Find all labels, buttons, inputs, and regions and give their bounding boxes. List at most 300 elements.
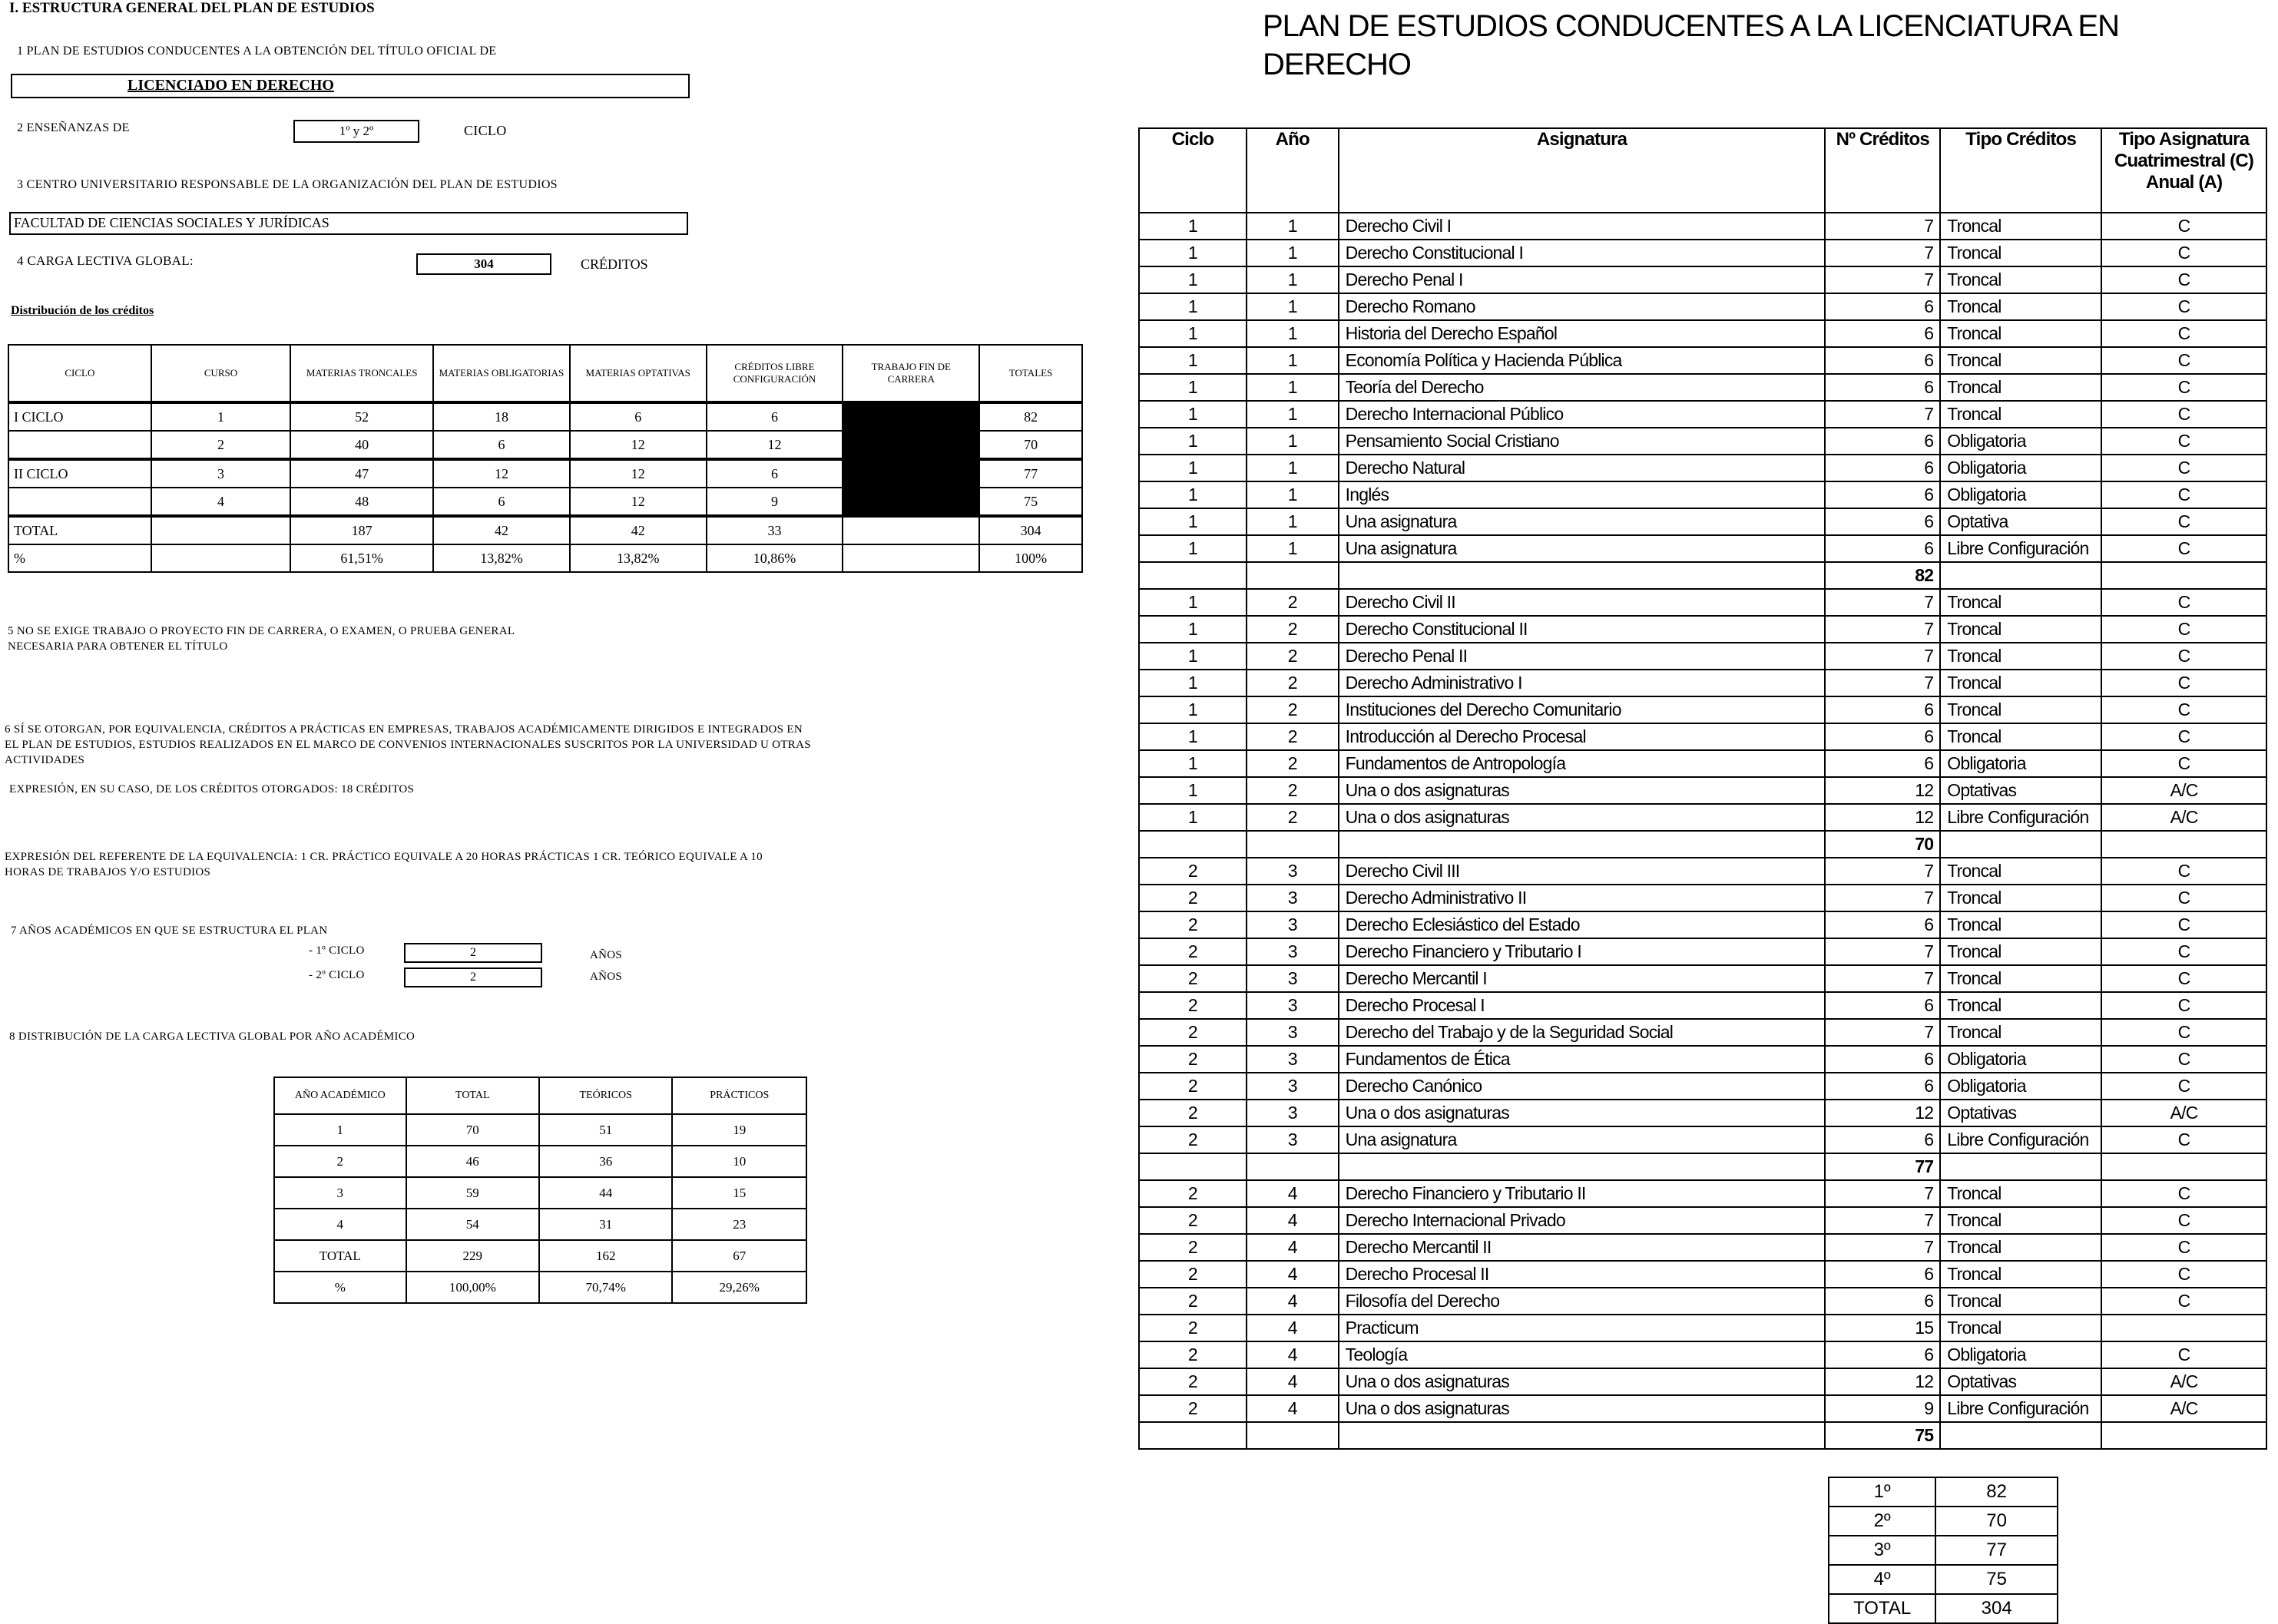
plan-cell: A/C (2101, 1395, 2266, 1422)
plan-cell: 6 (1825, 750, 1940, 777)
plan-cell: Troncal (1940, 401, 2101, 428)
plan-cell: A/C (2101, 1368, 2266, 1395)
plan-cell: 6 (1825, 535, 1940, 562)
year-row (274, 1177, 806, 1209)
year-header-cell: PRÁCTICOS (672, 1077, 806, 1114)
plan-cell: Troncal (1940, 911, 2101, 938)
summary-row (1829, 1536, 2058, 1565)
plan-cell: 2 (1247, 696, 1339, 723)
plan-cell: 2 (1139, 858, 1247, 885)
plan-cell: 3 (1247, 965, 1339, 992)
plan-cell: Obligatoria (1940, 481, 2101, 508)
item6-expression: EXPRESIÓN, EN SU CASO, DE LOS CRÉDITOS OTORGADOS: 18 CRÉDITOS (9, 783, 415, 795)
dist-cell: 10,86% (707, 544, 843, 572)
plan-cell: 6 (1825, 1073, 1940, 1100)
item7-c1-value: 2 (470, 946, 476, 959)
plan-cell: Instituciones del Derecho Comunitario (1339, 696, 1826, 723)
plan-cell: Introducción al Derecho Procesal (1339, 723, 1826, 750)
plan-cell: 6 (1825, 1288, 1940, 1315)
item7-c1-label: - 1º CICLO (309, 944, 365, 957)
plan-cell: 75 (1825, 1422, 1940, 1449)
summary-cell: 4º (1829, 1565, 1935, 1594)
plan-cell: 4 (1247, 1288, 1339, 1315)
plan-cell: 6 (1825, 508, 1940, 535)
plan-cell (1940, 831, 2101, 858)
summary-cell: 3º (1829, 1536, 1935, 1565)
plan-title-line2: DERECHO (1263, 48, 1412, 81)
plan-cell: 2 (1247, 777, 1339, 804)
plan-cell: 6 (1825, 481, 1940, 508)
plan-cell: Troncal (1940, 320, 2101, 347)
plan-cell: 1 (1247, 428, 1339, 455)
dist-cell: II CICLO (8, 459, 151, 488)
plan-cell: Fundamentos de Ética (1339, 1046, 1826, 1073)
summary-row (1829, 1477, 2058, 1507)
item2-value-box (293, 120, 419, 143)
year-cell: 59 (406, 1177, 539, 1209)
plan-cell: 1 (1139, 696, 1247, 723)
plan-cell: C (2101, 320, 2266, 347)
plan-cell (1247, 1153, 1339, 1180)
plan-cell: 4 (1247, 1261, 1339, 1288)
plan-cell: 7 (1825, 858, 1940, 885)
plan-cell: 4 (1247, 1180, 1339, 1207)
plan-cell: Derecho Penal I (1339, 266, 1826, 293)
plan-cell: Practicum (1339, 1315, 1826, 1341)
plan-cell: 6 (1825, 911, 1940, 938)
plan-row (1139, 616, 2266, 643)
year-cell: 19 (672, 1114, 806, 1146)
plan-cell: 1 (1139, 616, 1247, 643)
plan-row (1139, 589, 2266, 616)
plan-cell: 7 (1825, 1180, 1940, 1207)
plan-cell: Una asignatura (1339, 535, 1826, 562)
plan-cell: C (2101, 938, 2266, 965)
plan-cell: Derecho Civil I (1339, 213, 1826, 240)
dist-header-cell: MATERIAS TRONCALES (290, 345, 433, 402)
plan-header-cell: Año (1247, 128, 1339, 213)
plan-cell: Optativas (1940, 1368, 2101, 1395)
year-cell: 2 (274, 1146, 406, 1177)
dist-cell: 12 (570, 431, 707, 459)
plan-cell: C (2101, 1234, 2266, 1261)
plan-cell: 1 (1247, 455, 1339, 481)
plan-cell: 6 (1825, 992, 1940, 1019)
plan-cell: 3 (1247, 1073, 1339, 1100)
dist-cell: 75 (979, 488, 1082, 516)
plan-cell: 4 (1247, 1341, 1339, 1368)
dist-cell: 6 (433, 431, 570, 459)
dist-header-cell: MATERIAS OPTATIVAS (570, 345, 707, 402)
dist-cell: TOTAL (8, 516, 151, 544)
plan-cell: 1 (1247, 213, 1339, 240)
plan-cell: 6 (1825, 1126, 1940, 1153)
plan-cell: C (2101, 589, 2266, 616)
plan-cell: Troncal (1940, 1019, 2101, 1046)
summary-cell: 77 (1935, 1536, 2058, 1565)
plan-cell: 1 (1247, 266, 1339, 293)
plan-cell: Una o dos asignaturas (1339, 1368, 1826, 1395)
plan-cell: C (2101, 1019, 2266, 1046)
plan-cell: 1 (1247, 535, 1339, 562)
plan-cell: C (2101, 266, 2266, 293)
plan-cell: C (2101, 481, 2266, 508)
plan-cell: Troncal (1940, 1288, 2101, 1315)
plan-cell: 12 (1825, 804, 1940, 831)
plan-row (1139, 938, 2266, 965)
plan-row (1139, 992, 2266, 1019)
plan-cell: Derecho Natural (1339, 455, 1826, 481)
plan-cell: 2 (1139, 1315, 1247, 1341)
plan-cell (1139, 562, 1247, 589)
year-cell: 100,00% (406, 1272, 539, 1303)
plan-row (1139, 643, 2266, 670)
plan-row (1139, 455, 2266, 481)
plan-cell: 6 (1825, 374, 1940, 401)
item7-c2-label: - 2º CICLO (309, 969, 365, 981)
plan-cell: 2 (1139, 1126, 1247, 1153)
plan-cell: 2 (1139, 965, 1247, 992)
plan-cell: 4 (1247, 1395, 1339, 1422)
plan-cell: Una o dos asignaturas (1339, 777, 1826, 804)
item8-label: 8 DISTRIBUCIÓN DE LA CARGA LECTIVA GLOBAL POR AÑO ACADÉMICO (9, 1030, 416, 1043)
year-cell: 67 (672, 1240, 806, 1272)
dist-cell: 47 (290, 459, 433, 488)
plan-cell: Optativa (1940, 508, 2101, 535)
plan-cell: 2 (1139, 1100, 1247, 1126)
plan-cell: C (2101, 240, 2266, 266)
plan-cell (1940, 1153, 2101, 1180)
plan-cell: 1 (1139, 750, 1247, 777)
plan-cell: C (2101, 670, 2266, 696)
dist-cell: 12 (707, 431, 843, 459)
plan-cell: A/C (2101, 777, 2266, 804)
item1-value: LICENCIADO EN DERECHO (127, 77, 334, 94)
year-row (274, 1114, 806, 1146)
item4-value-box (416, 253, 551, 275)
plan-row (1139, 696, 2266, 723)
year-cell: 31 (539, 1209, 672, 1240)
plan-cell: 1 (1247, 293, 1339, 320)
plan-cell: C (2101, 643, 2266, 670)
plan-cell: Una o dos asignaturas (1339, 1100, 1826, 1126)
plan-cell: 2 (1139, 938, 1247, 965)
plan-cell: 1 (1139, 723, 1247, 750)
dist-heading: Distribución de los créditos (11, 304, 154, 317)
dist-cell: 6 (433, 488, 570, 516)
dist-cell: 3 (151, 459, 291, 488)
dist-row (8, 488, 1082, 516)
plan-cell: 1 (1139, 293, 1247, 320)
plan-row (1139, 1315, 2266, 1341)
dist-cell (843, 459, 979, 488)
dist-cell: 187 (290, 516, 433, 544)
year-cell: 44 (539, 1177, 672, 1209)
item4-value: 304 (474, 256, 494, 271)
plan-cell: Derecho del Trabajo y de la Seguridad Social (1339, 1019, 1826, 1046)
plan-cell: 3 (1247, 938, 1339, 965)
year-cell: 36 (539, 1146, 672, 1177)
plan-cell: C (2101, 616, 2266, 643)
plan-cell: Derecho Mercantil II (1339, 1234, 1826, 1261)
plan-cell: Derecho Civil II (1339, 589, 1826, 616)
plan-cell: C (2101, 1207, 2266, 1234)
plan-cell: Derecho Penal II (1339, 643, 1826, 670)
dist-cell (843, 402, 979, 431)
plan-cell: Obligatoria (1940, 1341, 2101, 1368)
plan-row (1139, 401, 2266, 428)
plan-cell: Troncal (1940, 643, 2101, 670)
plan-cell (1339, 831, 1826, 858)
dist-cell (843, 516, 979, 544)
plan-cell: C (2101, 1288, 2266, 1315)
plan-cell: 2 (1139, 1019, 1247, 1046)
plan-cell: 82 (1825, 562, 1940, 589)
plan-cell: C (2101, 1341, 2266, 1368)
dist-row (8, 402, 1082, 431)
dist-cell: 1 (151, 402, 291, 431)
summary-row (1829, 1565, 2058, 1594)
year-row (274, 1209, 806, 1240)
plan-cell: 7 (1825, 1019, 1940, 1046)
plan-cell: 2 (1139, 885, 1247, 911)
plan-cell: Obligatoria (1940, 1046, 2101, 1073)
plan-cell: 12 (1825, 777, 1940, 804)
plan-cell: 2 (1247, 750, 1339, 777)
plan-cell: 2 (1247, 804, 1339, 831)
plan-cell: Troncal (1940, 266, 2101, 293)
plan-cell: Economía Política y Hacienda Pública (1339, 347, 1826, 374)
item4-label: 4 CARGA LECTIVA GLOBAL: (17, 253, 194, 268)
plan-cell: Libre Configuración (1940, 535, 2101, 562)
plan-cell: Derecho Internacional Privado (1339, 1207, 1826, 1234)
plan-row (1139, 320, 2266, 347)
plan-cell: 4 (1247, 1368, 1339, 1395)
plan-cell: 2 (1139, 1341, 1247, 1368)
plan-cell: Derecho Procesal I (1339, 992, 1826, 1019)
plan-cell: 2 (1139, 1234, 1247, 1261)
plan-row (1139, 266, 2266, 293)
plan-cell (1247, 1422, 1339, 1449)
plan-cell: 1 (1139, 320, 1247, 347)
year-cell: 70 (406, 1114, 539, 1146)
item1-value-box (11, 74, 690, 98)
item7-c1-value-box (404, 943, 542, 963)
plan-row (1139, 750, 2266, 777)
dist-cell: 12 (433, 459, 570, 488)
plan-row (1139, 293, 2266, 320)
plan-cell: 1 (1139, 589, 1247, 616)
plan-row (1139, 535, 2266, 562)
plan-cell: Troncal (1940, 858, 2101, 885)
plan-cell: Troncal (1940, 616, 2101, 643)
plan-cell: 2 (1247, 589, 1339, 616)
plan-cell: 6 (1825, 293, 1940, 320)
plan-cell: 1 (1139, 455, 1247, 481)
plan-cell: 7 (1825, 938, 1940, 965)
plan-cell: Derecho Internacional Público (1339, 401, 1826, 428)
plan-cell: 7 (1825, 401, 1940, 428)
plan-row (1139, 1126, 2266, 1153)
year-cell: 29,26% (672, 1272, 806, 1303)
dist-cell: 18 (433, 402, 570, 431)
summary-cell: 2º (1829, 1507, 1935, 1536)
plan-cell: 2 (1139, 1180, 1247, 1207)
plan-cell: Troncal (1940, 696, 2101, 723)
plan-cell (1139, 1422, 1247, 1449)
year-cell: TOTAL (274, 1240, 406, 1272)
plan-cell: 1 (1139, 374, 1247, 401)
plan-cell: 1 (1139, 535, 1247, 562)
plan-cell: 7 (1825, 266, 1940, 293)
plan-cell: Libre Configuración (1940, 1126, 2101, 1153)
plan-cell: Derecho Canónico (1339, 1073, 1826, 1100)
plan-cell: Troncal (1940, 293, 2101, 320)
plan-row (1139, 347, 2266, 374)
plan-cell: C (2101, 535, 2266, 562)
dist-cell: 4 (151, 488, 291, 516)
plan-cell: 12 (1825, 1100, 1940, 1126)
plan-cell (1139, 831, 1247, 858)
plan-cell: Troncal (1940, 589, 2101, 616)
plan-cell: 6 (1825, 723, 1940, 750)
plan-cell: 6 (1825, 1261, 1940, 1288)
plan-row (1139, 723, 2266, 750)
plan-row (1139, 1368, 2266, 1395)
plan-cell: C (2101, 1073, 2266, 1100)
plan-subtotal-row (1139, 1422, 2266, 1449)
plan-cell: Troncal (1940, 1180, 2101, 1207)
plan-row (1139, 213, 2266, 240)
plan-cell: Una asignatura (1339, 1126, 1826, 1153)
plan-cell (1940, 562, 2101, 589)
plan-cell: 6 (1825, 455, 1940, 481)
item1-label: 1 PLAN DE ESTUDIOS CONDUCENTES A LA OBTENCIÓN DEL TÍTULO OFICIAL DE (17, 45, 497, 58)
summary-table (1828, 1477, 2058, 1624)
plan-cell: Optativas (1940, 1100, 2101, 1126)
plan-row (1139, 428, 2266, 455)
plan-cell (1247, 562, 1339, 589)
plan-cell: Libre Configuración (1940, 804, 2101, 831)
year-cell: 23 (672, 1209, 806, 1240)
dist-header-cell: MATERIAS OBLIGATORIAS (433, 345, 570, 402)
plan-row (1139, 885, 2266, 911)
year-row (274, 1272, 806, 1303)
plan-cell (2101, 1422, 2266, 1449)
dist-cell: 100% (979, 544, 1082, 572)
dist-header-cell: CURSO (151, 345, 291, 402)
dist-cell: 12 (570, 488, 707, 516)
item6-text: 6 SÍ SE OTORGAN, POR EQUIVALENCIA, CRÉDITOS A PRÁCTICAS EN EMPRESAS, TRABAJOS ACADÉMICAMENTE DIRIGIDOS E INTEGRADOS EN EL PLAN DE ESTUDIOS, ESTUDIOS REALIZADOS EN EL MARCO DE CONVENIOS INTERNACIONALES SUSCRITOS POR LA UNIVERSIDAD U OTRAS ACTIVIDADES (5, 723, 811, 766)
dist-cell (843, 544, 979, 572)
dist-row (8, 431, 1082, 459)
plan-cell: C (2101, 508, 2266, 535)
plan-row (1139, 1100, 2266, 1126)
year-cell: 1 (274, 1114, 406, 1146)
plan-cell: Troncal (1940, 1261, 2101, 1288)
plan-cell: 6 (1825, 1046, 1940, 1073)
summary-row (1829, 1594, 2058, 1623)
year-cell: 46 (406, 1146, 539, 1177)
plan-row (1139, 777, 2266, 804)
plan-cell: 3 (1247, 1019, 1339, 1046)
dist-cell: % (8, 544, 151, 572)
plan-cell: A/C (2101, 1100, 2266, 1126)
plan-row (1139, 1288, 2266, 1315)
plan-header-cell: Tipo Asignatura Cuatrimestral (C) Anual (A) (2101, 128, 2266, 213)
item2-label: 2 ENSEÑANZAS DE (17, 121, 130, 134)
year-cell: 4 (274, 1209, 406, 1240)
plan-row (1139, 1261, 2266, 1288)
plan-cell: 6 (1825, 1341, 1940, 1368)
plan-cell: 1 (1139, 481, 1247, 508)
plan-cell: 2 (1139, 911, 1247, 938)
plan-cell: 1 (1139, 401, 1247, 428)
item7-unit-1: AÑOS (590, 949, 623, 961)
plan-row (1139, 240, 2266, 266)
dist-header-cell: CICLO (8, 345, 151, 402)
plan-cell: Pensamiento Social Cristiano (1339, 428, 1826, 455)
credit-distribution-table (8, 344, 1083, 573)
plan-cell: C (2101, 750, 2266, 777)
year-distribution-table (273, 1077, 807, 1304)
summary-cell: 304 (1935, 1594, 2058, 1623)
plan-row (1139, 374, 2266, 401)
plan-cell: Derecho Constitucional I (1339, 240, 1826, 266)
plan-cell: Obligatoria (1940, 750, 2101, 777)
plan-subtotal-row (1139, 831, 2266, 858)
dist-row (8, 459, 1082, 488)
plan-cell: 1 (1247, 240, 1339, 266)
plan-cell: 2 (1247, 723, 1339, 750)
plan-cell: 1 (1247, 347, 1339, 374)
plan-cell: Troncal (1940, 885, 2101, 911)
summary-cell: 82 (1935, 1477, 2058, 1507)
plan-cell: 1 (1139, 804, 1247, 831)
plan-cell: 1 (1247, 508, 1339, 535)
plan-cell: C (2101, 428, 2266, 455)
plan-cell: Obligatoria (1940, 428, 2101, 455)
plan-cell (1940, 1422, 2101, 1449)
plan-cell (2101, 1315, 2266, 1341)
plan-subtotal-row (1139, 562, 2266, 589)
year-cell: % (274, 1272, 406, 1303)
dist-cell: 77 (979, 459, 1082, 488)
plan-row (1139, 1046, 2266, 1073)
plan-cell: 7 (1825, 643, 1940, 670)
dist-header-cell: TOTALES (979, 345, 1082, 402)
plan-cell: C (2101, 347, 2266, 374)
plan-cell: 2 (1247, 616, 1339, 643)
dist-cell (151, 516, 291, 544)
plan-row (1139, 1207, 2266, 1234)
plan-cell: Derecho Financiero y Tributario I (1339, 938, 1826, 965)
plan-cell: Derecho Civil III (1339, 858, 1826, 885)
plan-row (1139, 1180, 2266, 1207)
plan-cell (1139, 1153, 1247, 1180)
dist-cell: 70 (979, 431, 1082, 459)
plan-row (1139, 1073, 2266, 1100)
plan-cell: Fundamentos de Antropología (1339, 750, 1826, 777)
plan-cell: 7 (1825, 670, 1940, 696)
plan-cell (2101, 562, 2266, 589)
plan-cell: 6 (1825, 696, 1940, 723)
dist-header-cell: CRÉDITOS LIBRE CONFIGURACIÓN (707, 345, 843, 402)
plan-cell: C (2101, 992, 2266, 1019)
plan-cell: 1 (1139, 240, 1247, 266)
plan-row (1139, 1395, 2266, 1422)
item2-suffix: CICLO (464, 123, 507, 138)
